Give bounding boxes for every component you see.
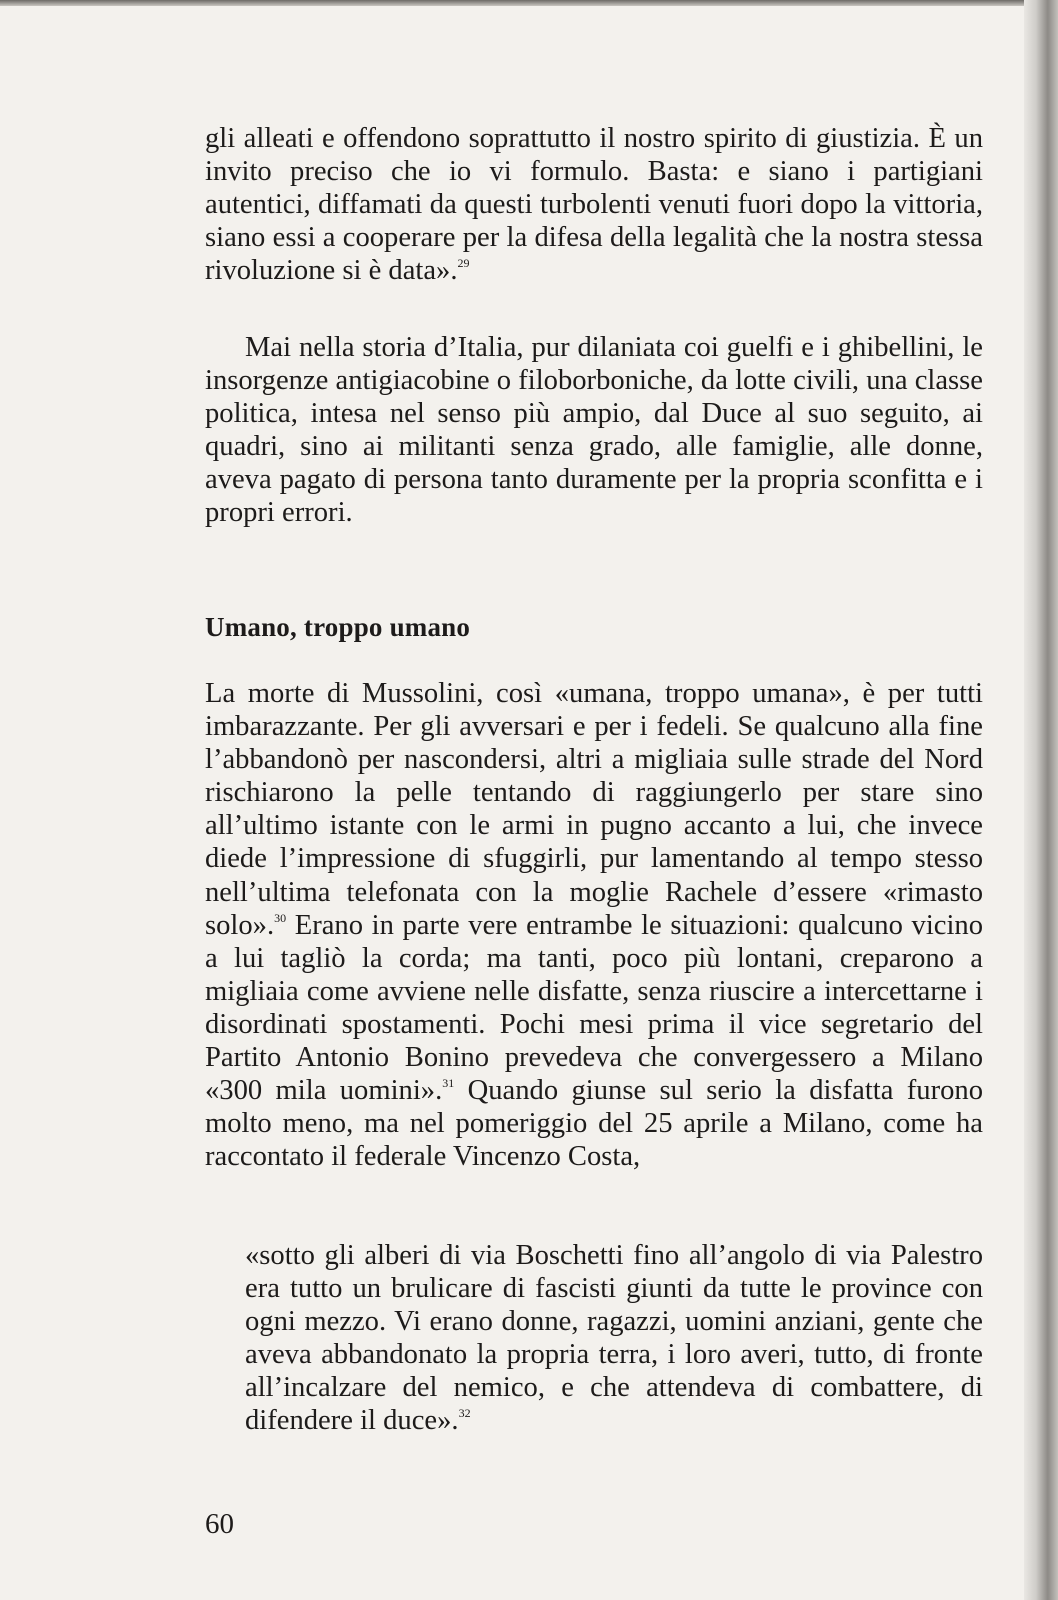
- paragraph-3-part-1: La morte di Mussolini, così «umana, troppo umana», è per tutti imbarazzante. Per gli avversari e per i fedeli. Se qualcuno alla fine l’abbandonò per nascondersi, altri a migliaia sulle strade del Nord rischiarono la pelle tentando di raggiungerlo per stare sino all’ultimo istante con le armi in pugno accanto a lui, che invece diede l’impressione di sfuggirli, pur lamentando al tempo stesso nell’ultima telefonata con la moglie Rachele d’essere «rimasto solo».: [205, 678, 983, 941]
- page-edge-shadow: [1024, 0, 1058, 1600]
- book-page: [205, 0, 987, 1600]
- footnote-ref-32: 32: [458, 1406, 471, 1421]
- footnote-ref-30: 30: [274, 910, 287, 925]
- block-quote: [245, 1239, 983, 1438]
- page-number: 60: [205, 1508, 234, 1540]
- paragraph-3-part-2: Erano in parte vere entrambe le situazioni: qualcuno vicino a lui tagliò la corda; ma tanti, poco più lontani, creparono a migliaia come avviene nelle disfatte, senza riuscire a intercettarne i disordinati spostamenti. Pochi mesi prima il vice segretario del Partito Antonio Bonino prevedeva che convergessero a Milano «300 mila uomini».: [205, 909, 983, 1107]
- paragraph-1-text: gli alleati e offendono soprattutto il nostro spirito di giustizia. È un invito preciso che io vi formulo. Basta: e siano i partigiani autentici, diffamati da questi turbolenti venuti fuori dopo la vittoria, siano essi a cooperare per la difesa della legalità che la nostra stessa rivoluzione si è data».: [205, 123, 983, 287]
- footnote-ref-29: 29: [457, 256, 470, 271]
- paragraph-2: Mai nella storia d’Italia, pur dilaniata coi guelfi e i ghibellini, le insorgenze antigiacobine o filoborboniche, da lotte civili, una classe politica, intesa nel senso più ampio, dal Duce al suo seguito, ai quadri, sino ai militanti senza grado, alle famiglie, alle donne, aveva pagato di persona tanto duramente per la propria sconfitta e i propri errori.: [205, 332, 983, 529]
- footnote-ref-31: 31: [442, 1076, 455, 1091]
- paragraph-3-part-3: Quando giunse sul serio la disfatta furono molto meno, ma nel pomeriggio del 25 aprile a Milano, come ha raccontato il federale Vincenzo Costa,: [205, 1075, 984, 1173]
- paragraph-1: [205, 122, 983, 287]
- paragraph-3: [205, 677, 983, 1173]
- section-heading: Umano, troppo umano: [205, 612, 471, 642]
- block-quote-text: «sotto gli alberi di via Boschetti fino all’angolo di via Palestro era tutto un brulicare di fascisti giunti da tutte le province con ogni mezzo. Vi erano donne, ragazzi, uomini anziani, gente che aveva abbandonato la propria terra, i loro averi, tutto, di fronte all’incalzare del nemico, e che attendeva di combattere, di difendere il duce».: [245, 1240, 983, 1437]
